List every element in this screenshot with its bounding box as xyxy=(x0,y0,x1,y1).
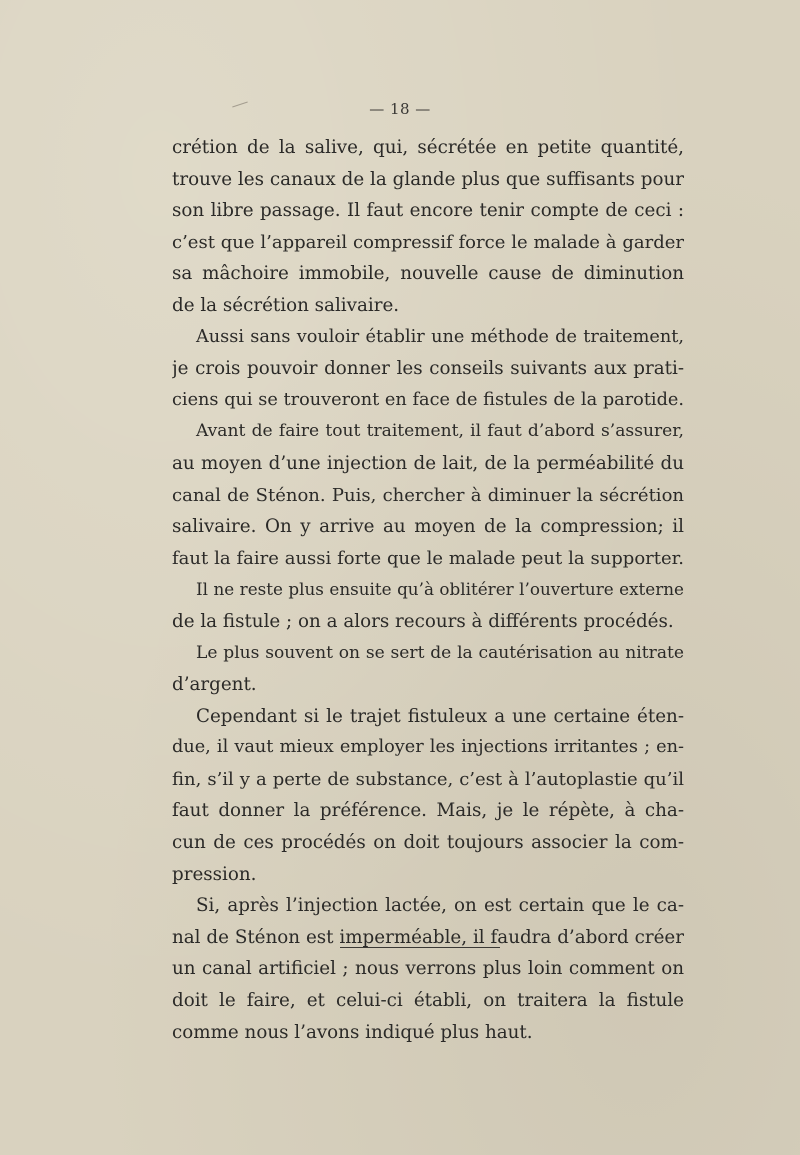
text-line: canal de Sténon. Puis, chercher à diminuer la sécrétion xyxy=(172,484,684,506)
text-line: Avant de faire tout traitement, il faut d’abord s’assurer, xyxy=(196,421,684,442)
text-line: Il ne reste plus ensuite qu’à oblitérer l’ouverture externe xyxy=(196,579,684,600)
closing-rule xyxy=(340,947,500,948)
text-line: sa mâchoire immobile, nouvelle cause de diminution xyxy=(172,263,684,285)
page-number: — 18 — xyxy=(369,100,431,118)
text-line: trouve les canaux de la glande plus que suffisants pour xyxy=(172,168,684,190)
text-line: fin, s’il y a perte de substance, c’est à l’autoplastie qu’il xyxy=(172,768,684,790)
text-line: Aussi sans vouloir établir une méthode de traitement, xyxy=(196,326,684,347)
text-line: au moyen d’une injection de lait, de la perméabilité du xyxy=(172,452,684,474)
text-line: nal de Sténon est imperméable, il faudra d’abord créer xyxy=(172,926,684,948)
text-line: c’est que l’appareil compressif force le malade à garder xyxy=(172,231,684,253)
text-line: doit le faire, et celui-ci établi, on traitera la fistule xyxy=(172,990,684,1012)
body-text xyxy=(172,132,684,1048)
text-line: faut donner la préférence. Mais, je le répète, à cha- xyxy=(172,800,684,822)
text-line: faut la faire aussi forte que le malade peut la supporter. xyxy=(172,547,684,569)
text-line: salivaire. On y arrive au moyen de la compression; il xyxy=(172,516,684,538)
text-line: un canal artificiel ; nous verrons plus loin comment on xyxy=(172,958,684,980)
text-line: crétion de la salive, qui, sécrétée en petite quantité, xyxy=(172,137,684,158)
text-line: Si, après l’injection lactée, on est certain que le ca- xyxy=(196,895,684,917)
text-line: cun de ces procédés on doit toujours associer la com- xyxy=(172,832,684,854)
text-line: de la fistule ; on a alors recours à différents procédés. xyxy=(172,610,674,632)
text-line: de la sécrétion salivaire. xyxy=(172,294,400,316)
text-line: son libre passage. Il faut encore tenir compte de ceci : xyxy=(172,200,684,222)
text-line: pression. xyxy=(172,863,257,885)
text-line: ciens qui se trouveront en face de fistules de la parotide. xyxy=(172,389,684,410)
text-line: Le plus souvent on se sert de la cautérisation au nitrate xyxy=(196,642,684,663)
text-line: Cependant si le trajet fistuleux a une certaine éten- xyxy=(196,705,684,727)
text-line: comme nous l’avons indiqué plus haut. xyxy=(172,1021,533,1043)
text-line: due, il vaut mieux employer les injections irritantes ; en- xyxy=(172,737,684,758)
text-line: je crois pouvoir donner les conseils suivants aux prati- xyxy=(172,358,684,380)
text-line: d’argent. xyxy=(172,674,257,696)
